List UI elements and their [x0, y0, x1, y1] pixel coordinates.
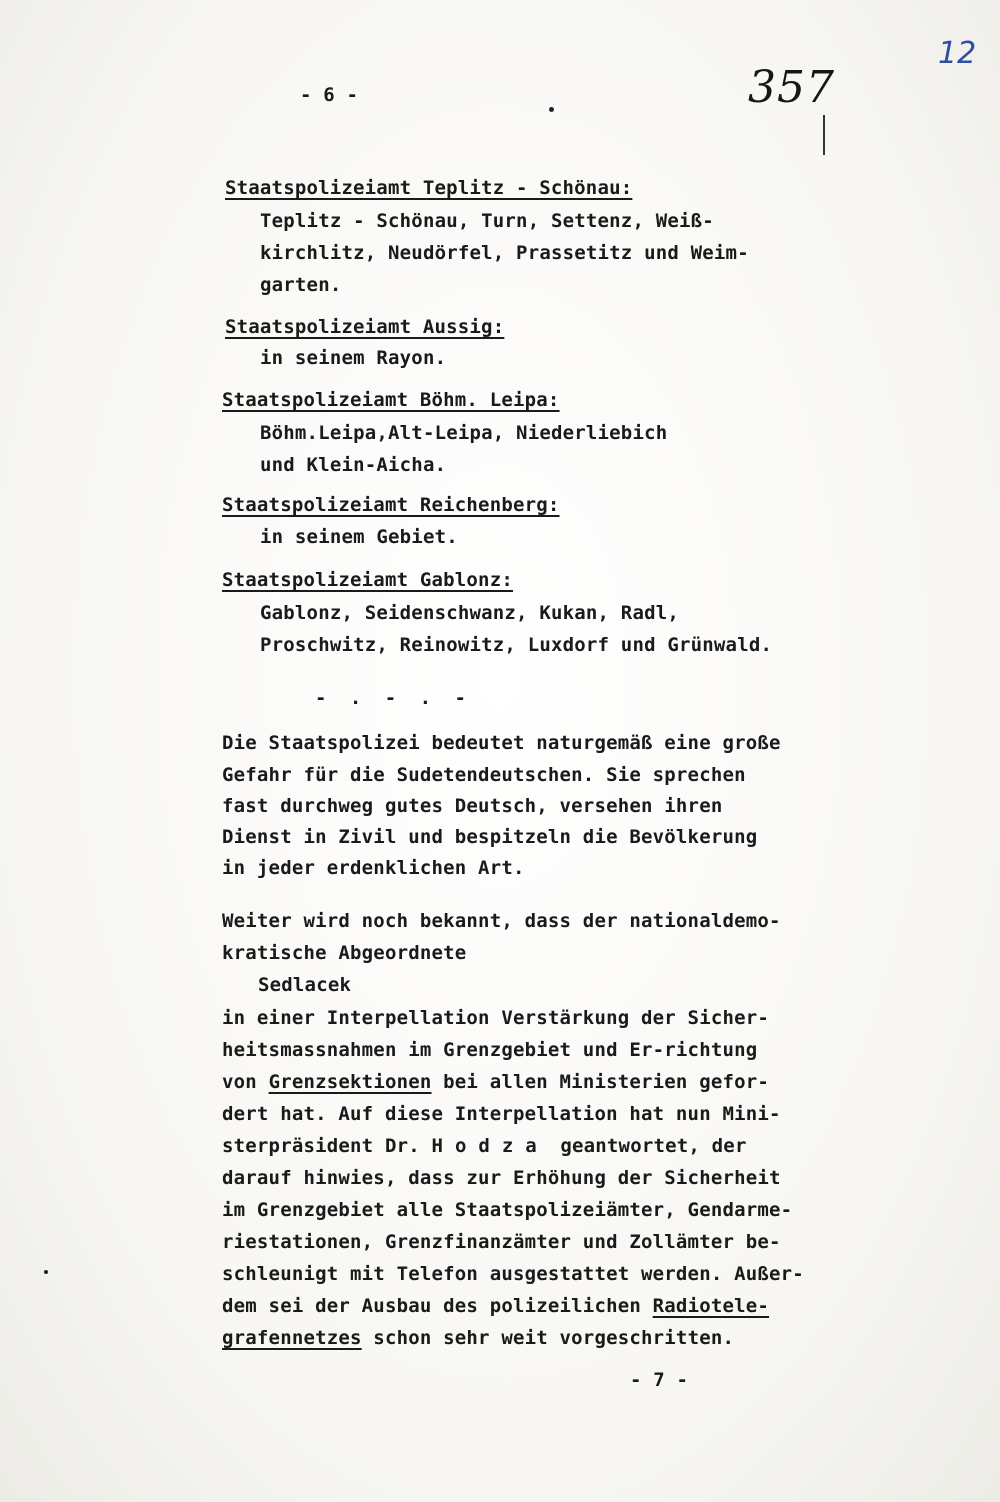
page-number-footer: - 7 -	[630, 1369, 689, 1391]
paragraph-line: Weiter wird noch bekannt, dass der nationaldemo-	[222, 910, 781, 932]
person-name-sedlacek: Sedlacek	[258, 974, 352, 996]
page-number-header: - 6 -	[300, 84, 359, 106]
section-line: Proschwitz, Reinowitz, Luxdorf und Grünwald.	[260, 634, 773, 656]
underlined-term-radiotele: Radiotele-	[652, 1295, 770, 1317]
text-fragment: bei allen Ministerien gefor-	[431, 1071, 770, 1093]
section-heading-gablonz: Staatspolizeiamt Gablonz:	[222, 569, 513, 591]
text-fragment: von	[222, 1071, 269, 1093]
section-heading-boehm-leipa: Staatspolizeiamt Böhm. Leipa:	[222, 389, 560, 411]
paragraph-line: Gefahr für die Sudetendeutschen. Sie sprechen	[222, 764, 746, 786]
paragraph-line	[222, 1323, 734, 1354]
ink-speck	[549, 107, 554, 112]
paragraph-line	[222, 1131, 747, 1162]
handwritten-stroke	[823, 115, 825, 155]
section-line: Böhm.Leipa,Alt-Leipa, Niederliebich	[260, 422, 668, 444]
paragraph-line: dert hat. Auf diese Interpellation hat nun Mini-	[222, 1103, 781, 1125]
section-heading-teplitz: Staatspolizeiamt Teplitz - Schönau:	[225, 177, 633, 199]
underlined-term-grafennetzes: grafennetzes	[222, 1327, 362, 1349]
text-fragment: schon sehr weit vorgeschritten.	[361, 1327, 735, 1349]
section-line: und Klein-Aicha.	[260, 454, 447, 476]
paragraph-line: in einer Interpellation Verstärkung der Sicher-	[222, 1007, 770, 1029]
section-line: Gablonz, Seidenschwanz, Kukan, Radl,	[260, 602, 680, 624]
margin-speck	[44, 1270, 48, 1274]
section-heading-reichenberg: Staatspolizeiamt Reichenberg:	[222, 494, 560, 516]
section-line: in seinem Gebiet.	[260, 526, 458, 548]
handwritten-folio-number: 12	[938, 36, 977, 71]
text-fragment: geantwortet, der	[548, 1135, 747, 1157]
section-separator: - . - . -	[315, 687, 472, 709]
text-fragment: sterpräsident Dr.	[222, 1135, 432, 1157]
paragraph-line: riestationen, Grenzfinanzämter und Zollämter be-	[222, 1231, 781, 1253]
paragraph-line: Die Staatspolizei bedeutet naturgemäß eine große	[222, 732, 781, 754]
underlined-term-grenzsektionen: Grenzsektionen	[268, 1071, 432, 1093]
paragraph-line: darauf hinwies, dass zur Erhöhung der Sicherheit	[222, 1167, 781, 1189]
section-line: garten.	[260, 274, 342, 296]
section-heading-aussig: Staatspolizeiamt Aussig:	[225, 316, 505, 338]
paragraph-line	[222, 1067, 769, 1098]
paragraph-line: kratische Abgeordnete	[222, 942, 467, 964]
section-line: Teplitz - Schönau, Turn, Settenz, Weiß-	[260, 210, 714, 232]
paragraph-line	[222, 1291, 769, 1322]
section-line: in seinem Rayon.	[260, 347, 447, 369]
paragraph-line: heitsmassnahmen im Grenzgebiet und Er-richtung	[222, 1039, 758, 1061]
text-fragment: dem sei der Ausbau des polizeilichen	[222, 1295, 653, 1317]
paragraph-line: fast durchweg gutes Deutsch, versehen ihren	[222, 795, 723, 817]
paragraph-line: schleunigt mit Telefon ausgestattet werden. Außer-	[222, 1263, 804, 1285]
person-name-hodza: Hodza	[431, 1135, 549, 1157]
handwritten-number: 357	[748, 62, 835, 113]
section-line: kirchlitz, Neudörfel, Prassetitz und Weim-	[260, 242, 749, 264]
paragraph-line: Dienst in Zivil und bespitzeln die Bevölkerung	[222, 826, 758, 848]
paragraph-line: in jeder erdenklichen Art.	[222, 857, 525, 879]
paragraph-line: im Grenzgebiet alle Staatspolizeiämter, Gendarme-	[222, 1199, 793, 1221]
